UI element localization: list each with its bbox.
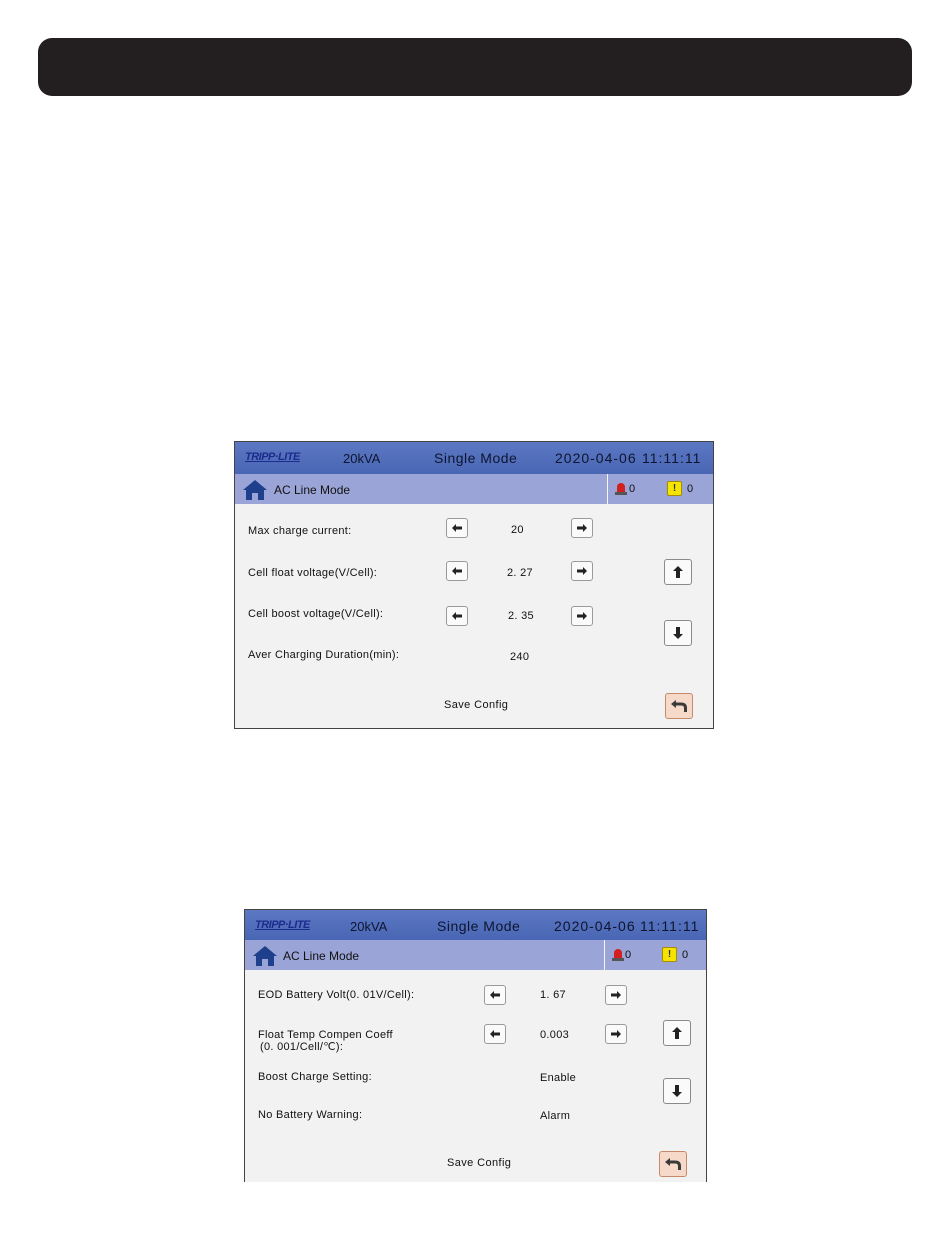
page-up-button[interactable] [664, 559, 692, 585]
status-header [245, 910, 706, 940]
home-icon[interactable] [242, 479, 268, 501]
setting-value: 1. 67 [540, 989, 566, 1001]
arrow-left-icon [451, 610, 463, 622]
decrease-button[interactable] [446, 518, 468, 538]
sub-header [245, 940, 706, 970]
setting-label: No Battery Warning: [258, 1109, 363, 1121]
return-icon [664, 1157, 682, 1171]
arrow-down-icon [671, 626, 685, 640]
back-button[interactable] [659, 1151, 687, 1177]
setting-value: 0.003 [540, 1029, 570, 1041]
warning-count: 0 [687, 483, 694, 495]
setting-label: Boost Charge Setting: [258, 1071, 372, 1083]
home-icon[interactable] [252, 945, 278, 967]
time-label: 11:11:11 [640, 918, 700, 934]
setting-value: Enable [540, 1072, 577, 1084]
operating-mode-title: AC Line Mode [274, 483, 351, 497]
arrow-right-icon [576, 565, 588, 577]
increase-button[interactable] [605, 1024, 627, 1044]
arrow-right-icon [576, 610, 588, 622]
arrow-left-icon [489, 1028, 501, 1040]
setting-value: 2. 27 [507, 567, 533, 579]
date-label: 2020-04-06 [555, 450, 637, 466]
alarm-count: 0 [625, 949, 632, 961]
warning-count: 0 [682, 949, 689, 961]
status-header [235, 442, 713, 474]
arrow-left-icon [451, 565, 463, 577]
setting-label-unit: (0. 001/Cell/℃): [260, 1041, 344, 1053]
page-up-button[interactable] [663, 1020, 691, 1046]
increase-button[interactable] [571, 606, 593, 626]
setting-value: Alarm [540, 1110, 571, 1122]
page-down-button[interactable] [663, 1078, 691, 1104]
alarm-count: 0 [629, 483, 636, 495]
warning-icon: ! [667, 481, 682, 496]
time-label: 11:11:11 [642, 450, 702, 466]
decrease-button[interactable] [484, 985, 506, 1005]
arrow-left-icon [451, 522, 463, 534]
increase-button[interactable] [605, 985, 627, 1005]
decrease-button[interactable] [446, 606, 468, 626]
decrease-button[interactable] [446, 561, 468, 581]
alarm-bell-icon [612, 947, 624, 961]
date-label: 2020-04-06 [554, 918, 636, 934]
sub-header [235, 474, 713, 504]
page-down-button[interactable] [664, 620, 692, 646]
save-config-button[interactable]: Save Config [444, 699, 509, 711]
increase-button[interactable] [571, 561, 593, 581]
setting-label: Aver Charging Duration(min): [248, 649, 400, 661]
setting-value: 2. 35 [508, 610, 534, 622]
setting-label: Cell float voltage(V/Cell): [248, 567, 378, 579]
setting-label: Float Temp Compen Coeff [258, 1029, 393, 1041]
arrow-up-icon [671, 565, 685, 579]
mode-label: Single Mode [437, 918, 521, 934]
capacity-label: 20kVA [350, 919, 388, 934]
save-config-button[interactable]: Save Config [447, 1157, 512, 1169]
arrow-up-icon [670, 1026, 684, 1040]
mode-label: Single Mode [434, 450, 518, 466]
page-header-bar [38, 38, 912, 96]
arrow-left-icon [489, 989, 501, 1001]
setting-label: Cell boost voltage(V/Cell): [248, 608, 384, 620]
alarm-status-panel[interactable] [607, 474, 713, 504]
brand-logo: TRIPP·LITE [245, 451, 300, 463]
increase-button[interactable] [571, 518, 593, 538]
decrease-button[interactable] [484, 1024, 506, 1044]
alarm-bell-icon [615, 481, 627, 495]
arrow-right-icon [610, 1028, 622, 1040]
arrow-down-icon [670, 1084, 684, 1098]
ups-screen-battery-settings [244, 909, 707, 1182]
alarm-status-panel[interactable] [604, 940, 706, 970]
arrow-right-icon [610, 989, 622, 1001]
capacity-label: 20kVA [343, 451, 381, 466]
brand-logo: TRIPP·LITE [255, 919, 310, 931]
back-button[interactable] [665, 693, 693, 719]
ups-screen-charge-settings [234, 441, 714, 729]
setting-value: 240 [510, 651, 530, 663]
return-icon [670, 699, 688, 713]
setting-label: Max charge current: [248, 525, 352, 537]
arrow-right-icon [576, 522, 588, 534]
warning-icon: ! [662, 947, 677, 962]
setting-label: EOD Battery Volt(0. 01V/Cell): [258, 989, 415, 1001]
operating-mode-title: AC Line Mode [283, 949, 360, 963]
setting-value: 20 [511, 524, 524, 536]
